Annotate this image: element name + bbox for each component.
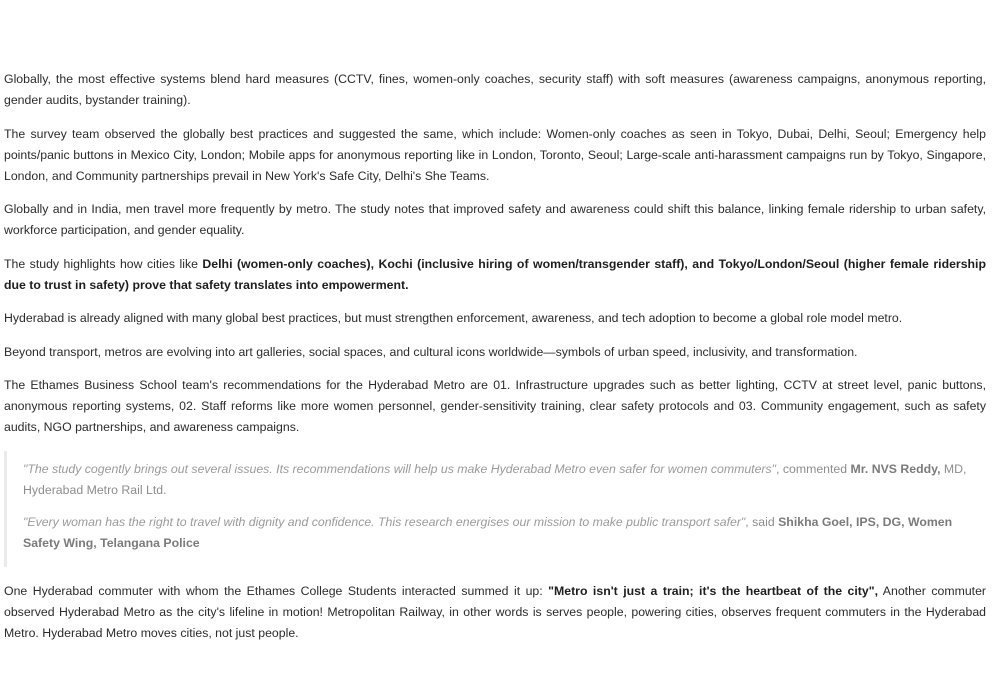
article-body bbox=[4, 69, 986, 656]
quote-nvs-reddy bbox=[23, 459, 986, 501]
quote-nvs-reddy-connector: , commented bbox=[776, 461, 851, 476]
paragraph-global-systems: Globally, the most effective systems blend hard measures (CCTV, fines, women-only coaches, security staff) with soft measures (awareness campaigns, anonymous reporting, gender audits, bystander training). bbox=[4, 72, 986, 107]
paragraph-commuter-quote bbox=[4, 581, 986, 644]
quote-shikha-goel-text: "Every woman has the right to travel with dignity and confidence. This research energises our mission to make public transport safer" bbox=[23, 514, 746, 529]
quotes-blockquote bbox=[4, 451, 986, 567]
paragraph-ridership: Globally and in India, men travel more frequently by metro. The study notes that improved safety and awareness could shift this balance, linking female ridership to urban safety, workforce participation, and gender equality. bbox=[4, 202, 986, 237]
commuter-quote-bold: "Metro isn't just a train; it's the heartbeat of the city", bbox=[548, 583, 878, 598]
quote-shikha-goel bbox=[23, 512, 986, 554]
city-highlights-lead: The study highlights how cities like bbox=[4, 256, 203, 271]
paragraph-recommendations: The Ethames Business School team's recommendations for the Hyderabad Metro are 01. Infrastructure upgrades such as better lighting, CCTV at street level, panic buttons, anonymous reporting systems, 02. Staff reforms like more women personnel, gender-sensitivity training, clear safety protocols and 03. Community engagement, such as safety audits, NGO partnerships, and awareness campaigns. bbox=[4, 378, 986, 434]
quote-nvs-reddy-speaker: Mr. NVS Reddy, bbox=[850, 461, 941, 476]
paragraph-city-highlights bbox=[4, 254, 986, 296]
quote-nvs-reddy-title: MD, Hyderabad Metro Rail Ltd. bbox=[23, 461, 967, 497]
quote-shikha-goel-speaker: Shikha Goel, IPS, DG, Women Safety Wing, Telangana Police bbox=[23, 514, 953, 550]
quote-shikha-goel-connector: , said bbox=[745, 514, 779, 529]
paragraph-best-practices: The survey team observed the globally best practices and suggested the same, which include: Women-only coaches as seen in Tokyo, Dubai, Delhi, Seoul; Emergency help points/panic buttons in Mexico City, London; Mobile apps for anonymous reporting like in London, Toronto, Seoul; Large-scale anti-harassment campaigns run by Tokyo, Singapore, London, and Community partnerships prevail in New York's Safe City, Delhi's She Teams. bbox=[4, 126, 986, 183]
quote-nvs-reddy-text: "The study cogently brings out several issues. Its recommendations will help us make Hyderabad Metro even safer for women commuters" bbox=[23, 461, 777, 476]
paragraph-beyond-transport: Beyond transport, metros are evolving into art galleries, social spaces, and cultural icons worldwide—symbols of urban speed, inclusivity, and transformation. bbox=[4, 344, 858, 359]
paragraph-hyderabad-aligned: Hyderabad is already aligned with many global best practices, but must strengthen enforcement, awareness, and tech adoption to become a global role model metro. bbox=[4, 311, 903, 325]
commuter-quote-tail: Another commuter observed Hyderabad Metro as the city's lifeline in motion! Metropolitan Railway, in other words is serves people, powering cities, observes frequent commuters in the Hyderabad Metro. Hyderabad Metro moves cities, not just people. bbox=[4, 583, 987, 640]
city-highlights-bold: Delhi (women-only coaches), Kochi (inclusive hiring of women/transgender staff), and Tokyo/London/Seoul (higher female ridership due to trust in safety) prove that safety translates into empowerment. bbox=[4, 256, 986, 292]
commuter-quote-lead: One Hyderabad commuter with whom the Ethames College Students interacted summed it up: bbox=[4, 583, 549, 598]
